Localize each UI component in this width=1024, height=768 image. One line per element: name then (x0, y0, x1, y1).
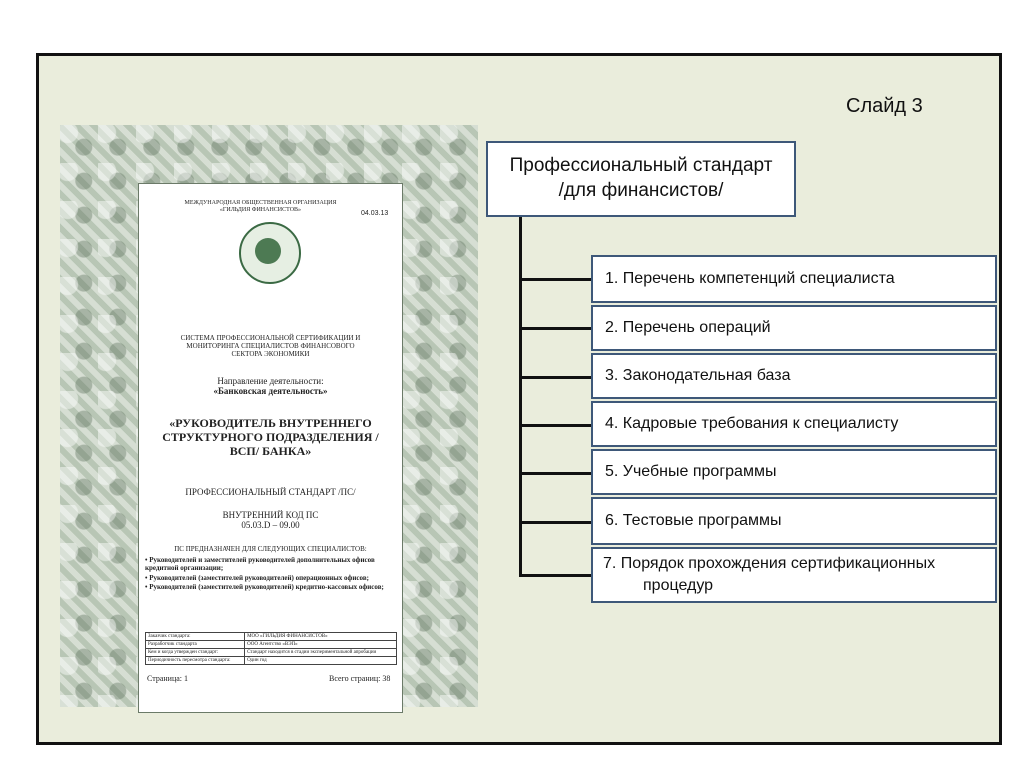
cert-total-pages: Всего страниц: 38 (329, 674, 391, 683)
certificate-page (138, 183, 403, 713)
root-node (486, 141, 796, 217)
cert-specialists (145, 556, 396, 593)
table-cell: Периодичность пересмотра стандарта: (146, 657, 245, 665)
connector-branch (519, 521, 591, 524)
connector-branch (519, 472, 591, 475)
cert-direction-value: «Банковская деятельность» (213, 386, 328, 397)
table-cell: Кем и когда утвержден стандарт: (146, 649, 245, 657)
cert-title: «РУКОВОДИТЕЛЬ ВНУТРЕННЕГО СТРУКТУРНОГО ПОДРАЗДЕЛЕНИЯ /ВСП/ БАНКА» (162, 416, 379, 458)
table-row (146, 657, 397, 665)
emblem-icon (239, 222, 301, 284)
cert-code-value: 05.03.D – 09.00 (241, 520, 300, 531)
list-item: 1. Перечень компетенций специалиста (591, 255, 997, 303)
list-item-line2: процедур (643, 576, 714, 594)
cert-code (139, 510, 402, 531)
list-item (591, 547, 997, 603)
cert-intended-for: ПС ПРЕДНАЗНАЧЕН ДЛЯ СЛЕДУЮЩИХ СПЕЦИАЛИСТОВ: (174, 545, 367, 553)
table-cell: Разработчик стандарта (146, 641, 245, 649)
list-item: 6. Тестовые программы (591, 497, 997, 545)
root-node-line2: /для финансистов/ (558, 180, 724, 201)
table-cell: Один год (245, 657, 397, 665)
table-row (146, 641, 397, 649)
connector-branch (519, 278, 591, 281)
table-cell: МОО «ГИЛЬДИЯ ФИНАНСИСТОВ» (245, 633, 397, 641)
cert-direction (139, 376, 402, 397)
slide-number: Слайд 3 (846, 95, 923, 117)
cert-org: МЕЖДУНАРОДНАЯ ОБЩЕСТВЕННАЯ ОРГАНИЗАЦИЯ «ГИЛЬДИЯ ФИНАНСИСТОВ» (184, 200, 337, 213)
cert-standard: ПРОФЕССИОНАЛЬНЫЙ СТАНДАРТ /ПС/ (185, 487, 356, 497)
table-cell: ООО Агентство «ВЭП» (245, 641, 397, 649)
list-item: 4. Кадровые требования к специалисту (591, 401, 997, 447)
cert-code-label: ВНУТРЕННИЙ КОД ПС (222, 510, 319, 520)
cert-specialist: • Руководителей и заместителей руководителей дополнительных офисов кредитной организации; (145, 556, 375, 573)
cert-table (145, 632, 397, 665)
list-item: 3. Законодательная база (591, 353, 997, 399)
connector-branch (519, 574, 591, 577)
cert-specialist: • Руководителей (заместителей руководителей) операционных офисов; (145, 573, 369, 582)
table-row (146, 633, 397, 641)
table-row (146, 649, 397, 657)
cert-system: СИСТЕМА ПРОФЕССИОНАЛЬНОЙ СЕРТИФИКАЦИИ И МОНИТОРИНГА СПЕЦИАЛИСТОВ ФИНАНСОВОГО СЕКТОРА ЭКОНОМИКИ (180, 334, 361, 359)
connector-branch (519, 327, 591, 330)
list-item-line1: 7. Порядок прохождения сертификационных (603, 555, 936, 572)
connector-branch (519, 376, 591, 379)
cert-page-number: Страница: 1 (147, 674, 188, 683)
list-item: 5. Учебные программы (591, 449, 997, 495)
cert-date: 04.03.13 (361, 210, 389, 217)
cert-direction-label: Направление деятельности: (217, 376, 324, 386)
table-cell: Стандарт находится в стадии экспериментальной апробации (245, 649, 397, 657)
list-item: 2. Перечень операций (591, 305, 997, 351)
root-node-line1: Профессиональный стандарт (509, 155, 773, 177)
certificate-image (60, 125, 478, 707)
table-cell: Заказчик стандарта: (146, 633, 245, 641)
cert-specialist: • Руководителей (заместителей руководителей) кредитно-кассовых офисов; (145, 583, 384, 592)
connector-branch (519, 424, 591, 427)
